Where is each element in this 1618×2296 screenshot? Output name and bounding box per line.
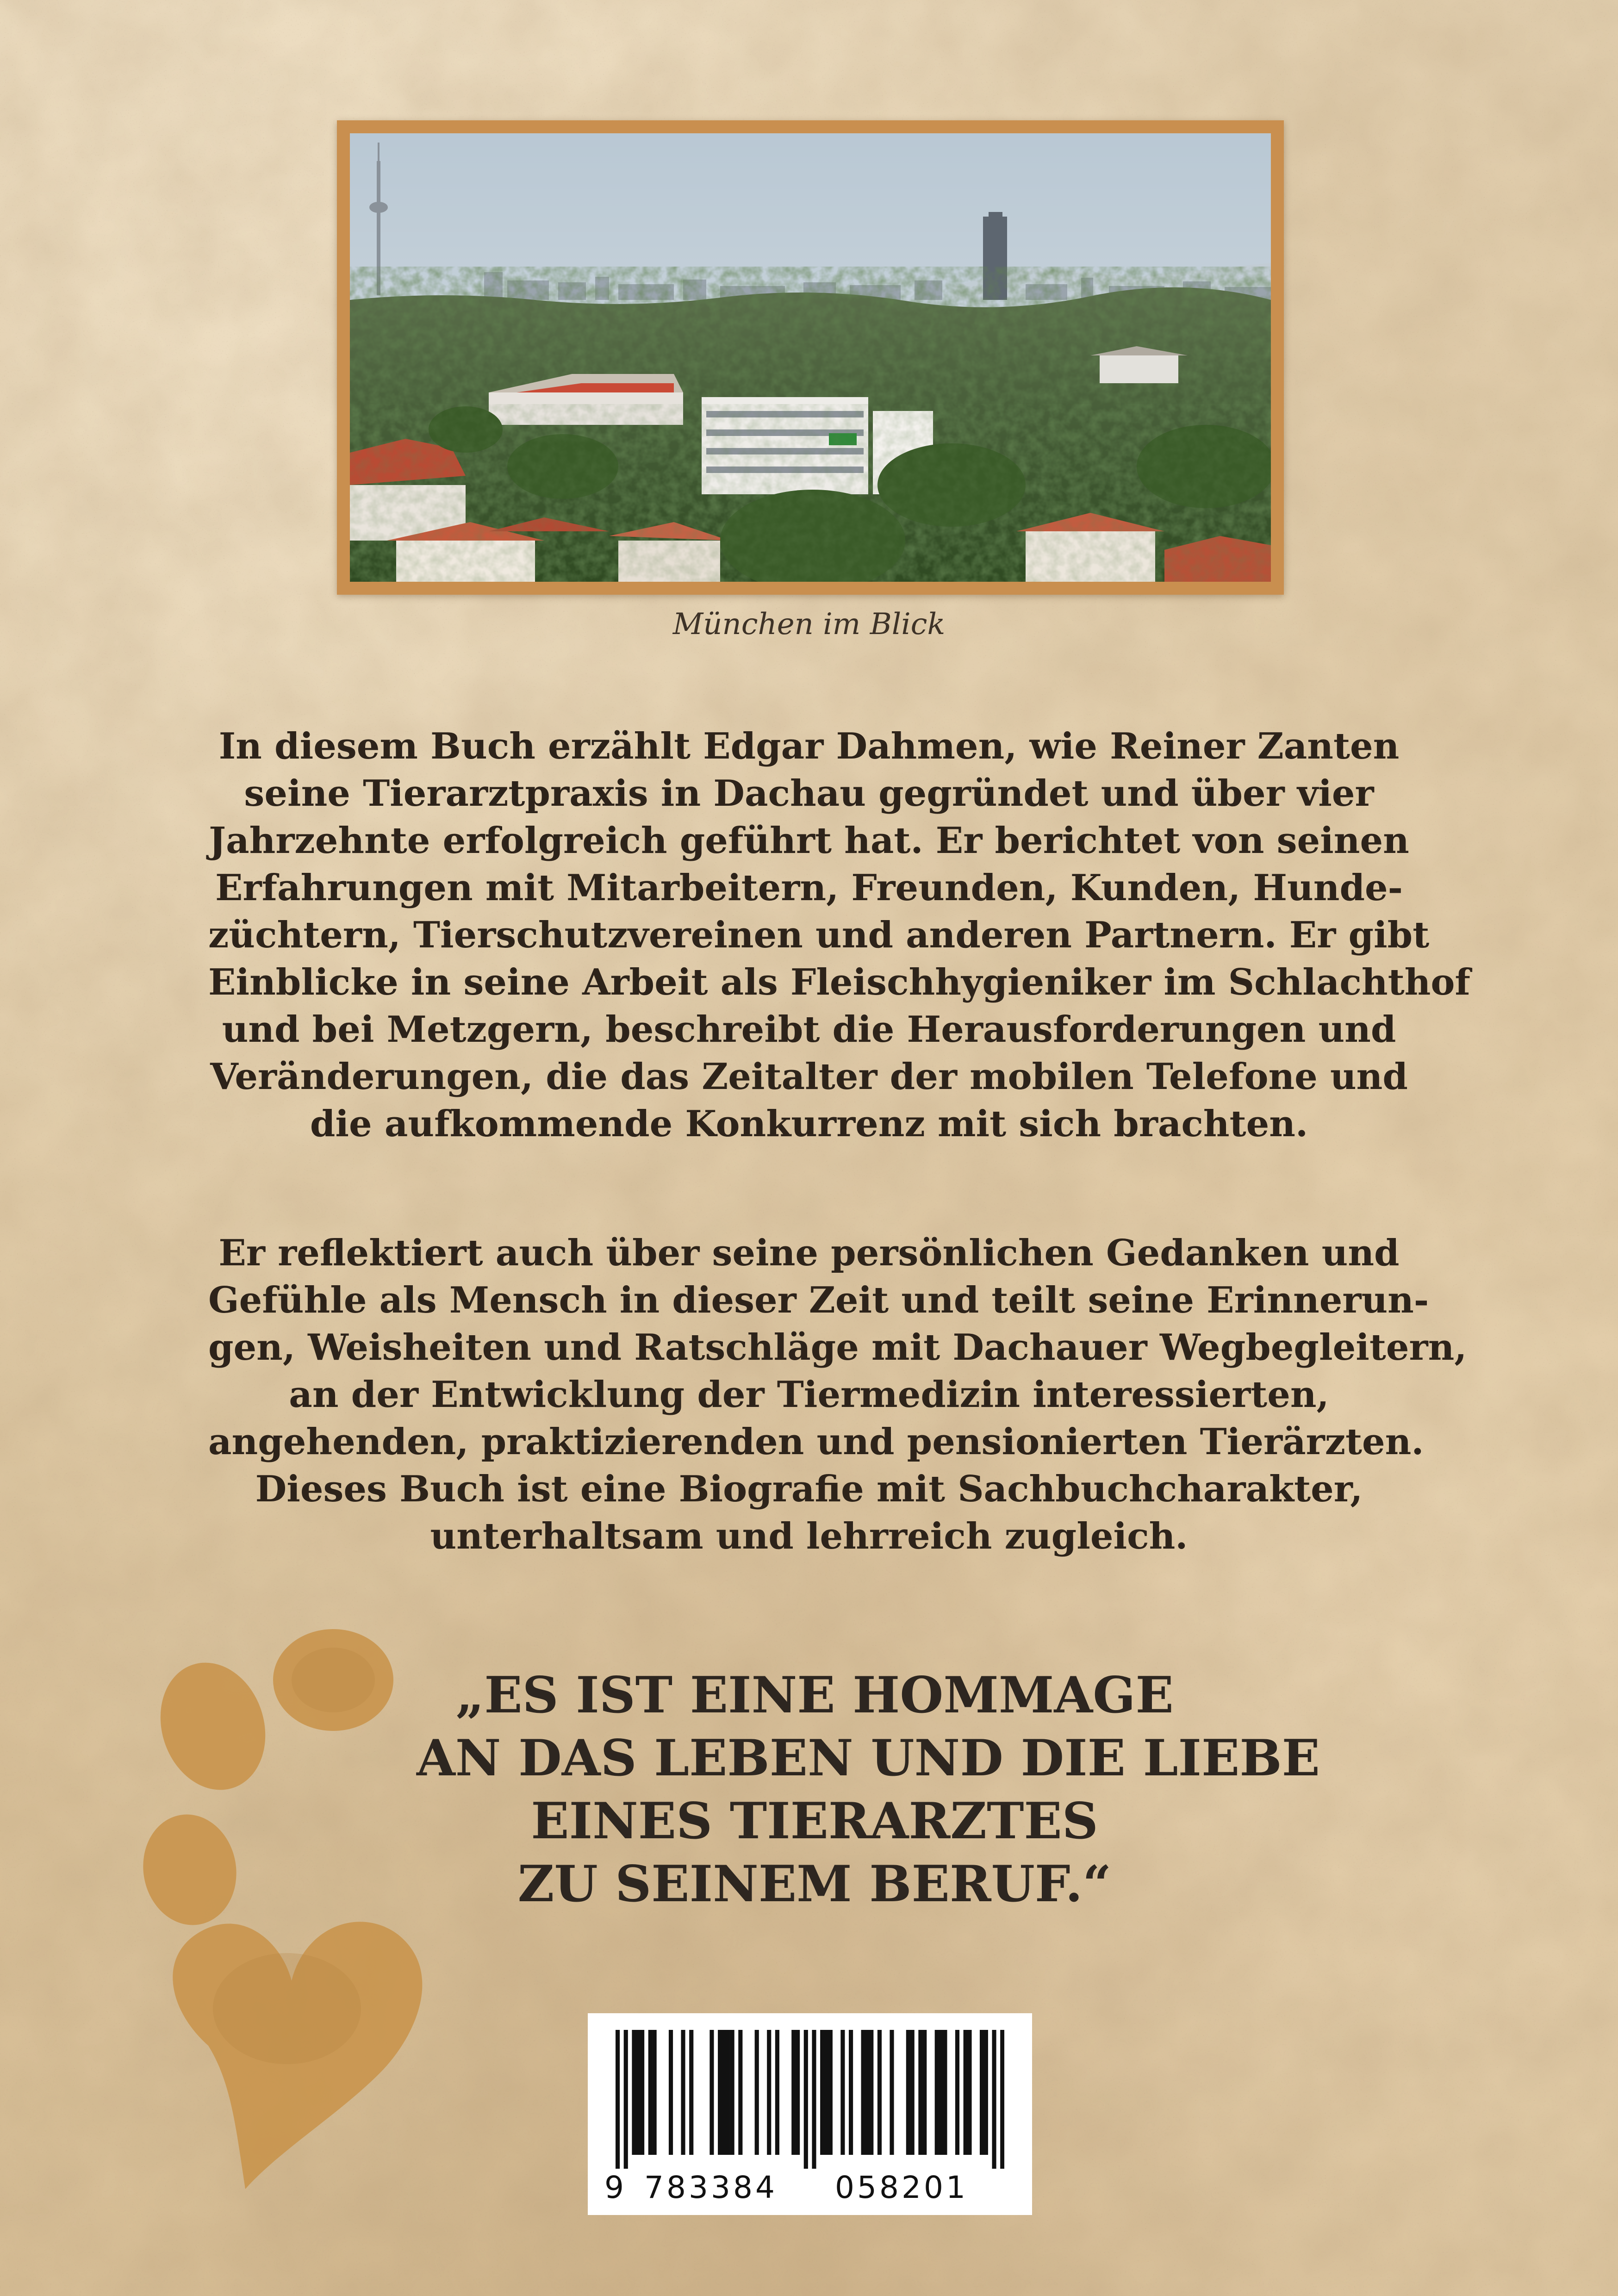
quote-line: EINES TIERARZTES — [417, 1790, 1213, 1853]
text-line: züchtern, Tierschutzvereinen und anderen Partnern. Er gibt — [208, 912, 1410, 959]
text-line: und bei Metzgern, beschreibt die Herausforderungen und — [208, 1006, 1410, 1053]
barcode-digit-group-left: 783384 — [644, 2170, 778, 2205]
text-line: Jahrzehnte erfolgreich geführt hat. Er berichtet von seinen — [208, 817, 1410, 865]
quote-line: AN DAS LEBEN UND DIE LIEBE — [417, 1727, 1213, 1790]
text-line: Veränderungen, die das Zeitalter der mobilen Telefone und — [208, 1053, 1410, 1101]
text-line: unterhaltsam und lehrreich zugleich. — [208, 1513, 1410, 1560]
text-line: angehenden, praktizierenden und pensionierten Tierärzten. — [208, 1419, 1410, 1466]
text-line: Er reflektiert auch über seine persönlichen Gedanken und — [208, 1230, 1410, 1277]
text-line: an der Entwicklung der Tiermedizin interessierten, — [208, 1371, 1410, 1419]
text-line: Einblicke in seine Arbeit als Fleischhygieniker im Schlachthof — [208, 959, 1410, 1006]
text-line: die aufkommende Konkurrenz mit sich brachten. — [208, 1101, 1410, 1148]
text-line: In diesem Buch erzählt Edgar Dahmen, wie Reiner Zanten — [208, 723, 1410, 770]
text-line: Gefühle als Mensch in dieser Zeit und teilt seine Erinnerun- — [208, 1277, 1410, 1324]
photo-caption: München im Blick — [0, 607, 1618, 641]
text-line: Erfahrungen mit Mitarbeitern, Freunden, Kunden, Hunde- — [208, 865, 1410, 912]
quote-line: ZU SEINEM BERUF.“ — [417, 1853, 1213, 1916]
text-line: Dieses Buch ist eine Biografie mit Sachbuchcharakter, — [208, 1466, 1410, 1513]
text-line: gen, Weisheiten und Ratschläge mit Dachauer Wegbegleitern, — [208, 1324, 1410, 1371]
quote-line: „ES IST EINE HOMMAGE — [417, 1664, 1213, 1727]
barcode-digit-group-right: 058201 — [835, 2170, 968, 2205]
barcode-digit-lead: 9 — [604, 2170, 627, 2205]
text-line: seine Tierarztpraxis in Dachau gegründet und über vier — [208, 770, 1410, 817]
